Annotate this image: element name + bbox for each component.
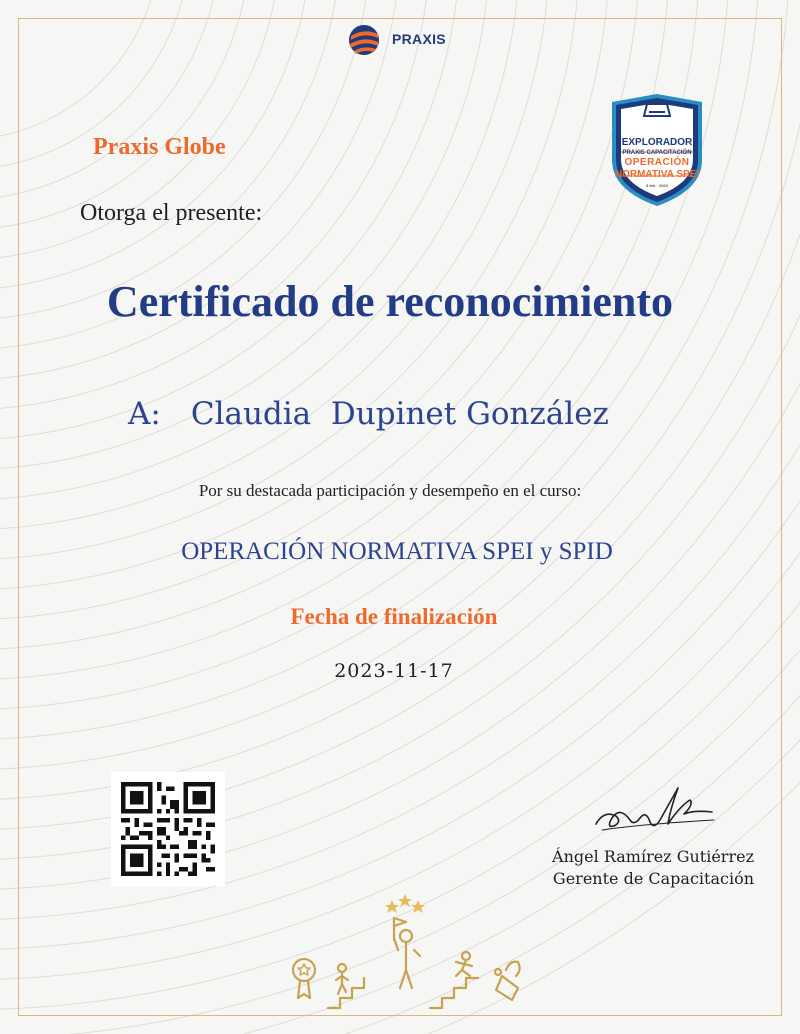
achievement-stairs-illustration-icon (280, 890, 530, 1016)
signature-icon (594, 780, 716, 838)
completion-date-label: Fecha de finalización (290, 604, 498, 629)
badge-course-line2: NORMATIVA SPEI (614, 169, 700, 180)
signatory-name: Ángel Ramírez Gutiérrez (552, 847, 754, 866)
qr-code-icon (121, 782, 215, 876)
qr-code-container[interactable] (111, 772, 225, 886)
praxis-logo-text: PRAXIS (392, 31, 446, 47)
certificate-title: Certificado de reconocimiento (106, 277, 674, 326)
grants-text: Otorga el presente: (80, 200, 263, 226)
recipient-prefix: A: (128, 396, 161, 432)
recipient-line (128, 396, 609, 432)
issuer-name: Praxis Globe (93, 134, 226, 160)
course-name: OPERACIÓN NORMATIVA SPEI y SPID (181, 538, 613, 565)
explorer-shield-badge-icon (592, 90, 722, 208)
reason-text: Por su destacada participación y desempeño en el curso: (198, 481, 582, 500)
signatory-role: Gerente de Capacitación (552, 869, 754, 888)
badge-course-line1: OPERACIÓN (624, 157, 690, 168)
badge-title: EXPLORADOR (621, 137, 693, 148)
completion-date: 2023-11-17 (334, 660, 454, 682)
badge-subtitle: PRAXIS CAPACITACIÓN (622, 150, 692, 156)
recipient-name: Claudia Dupinet González (190, 396, 609, 432)
badge-date: 8 feb · 2023 (646, 183, 668, 188)
